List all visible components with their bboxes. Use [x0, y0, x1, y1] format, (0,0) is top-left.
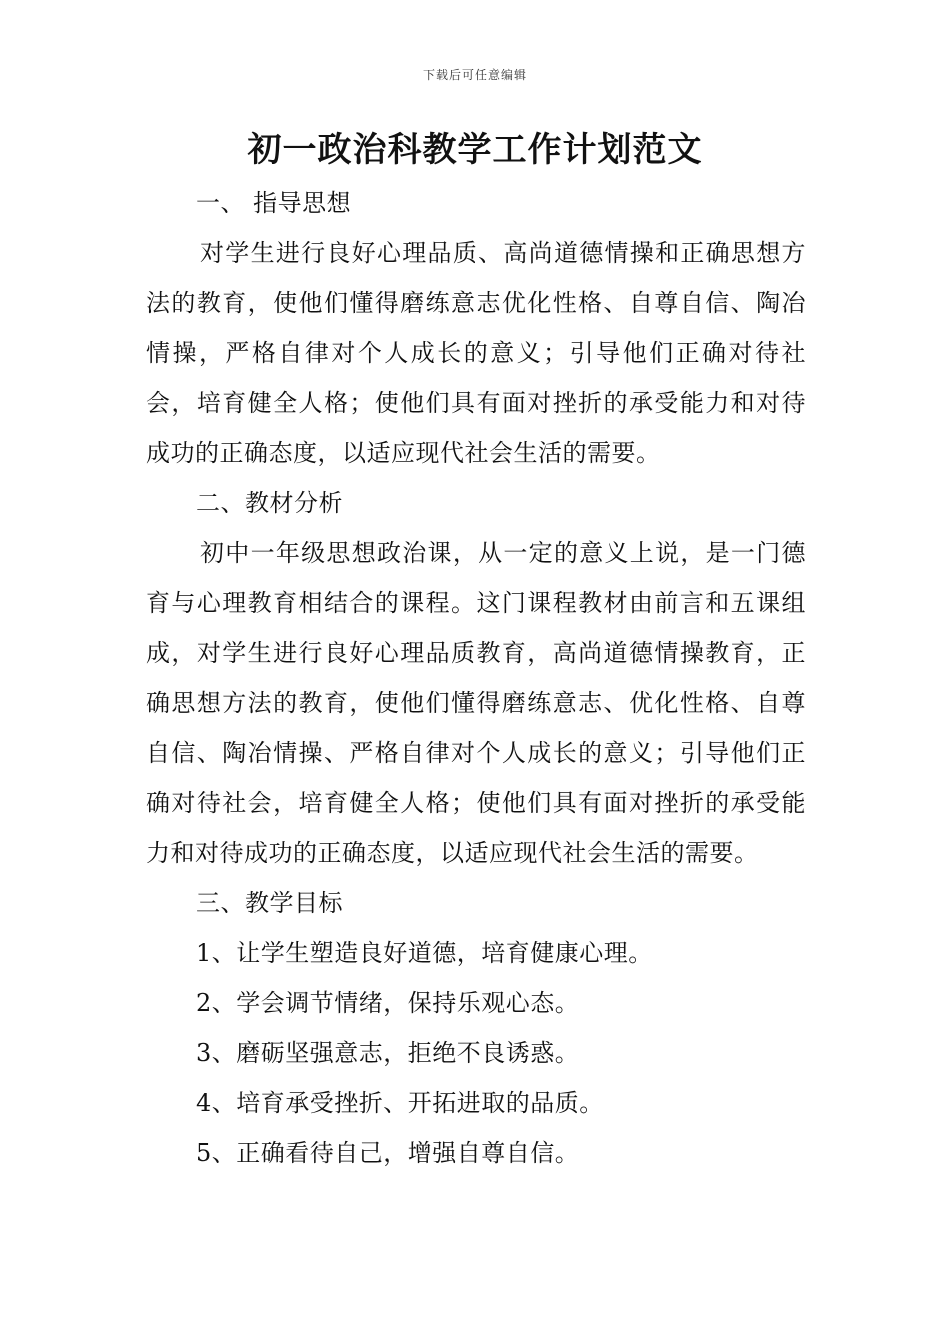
goal-item: 3、磨砺坚强意志，拒绝不良诱惑。 — [196, 1039, 580, 1067]
document-body — [146, 178, 806, 1178]
section-heading-guiding-thought: 一、 指导思想 — [196, 189, 352, 217]
goal-item: 5、正确看待自己，增强自尊自信。 — [196, 1139, 580, 1167]
goal-item: 1、让学生塑造良好道德，培育健康心理。 — [196, 939, 653, 967]
document-title: 初一政治科教学工作计划范文 — [247, 130, 703, 170]
section-heading-textbook-analysis: 二、教材分析 — [196, 489, 343, 517]
section-heading-teaching-goals: 三、教学目标 — [196, 889, 343, 917]
section-paragraph-textbook-analysis: 初中一年级思想政治课，从一定的意义上说，是一门德育与心理教育相结合的课程。这门课程教材由前言和五课组成，对学生进行良好心理品质教育，高尚道德情操教育，正确思想方法的教育，使他们懂得磨练意志、优化性格、自尊自信、陶冶情操、严格自律对个人成长的意义；引导他们正确对待社会，培育健全人格；使他们具有面对挫折的承受能力和对待成功的正确态度，以适应现代社会生活的需要。 — [146, 539, 806, 867]
goal-item: 4、培育承受挫折、开拓进取的品质。 — [196, 1089, 604, 1117]
goal-item: 2、学会调节情绪，保持乐观心态。 — [196, 989, 580, 1017]
header-note: 下载后可任意编辑 — [422, 68, 527, 82]
section-paragraph-guiding-thought: 对学生进行良好心理品质、高尚道德情操和正确思想方法的教育，使他们懂得磨练意志优化性格、自尊自信、陶冶情操，严格自律对个人成长的意义；引导他们正确对待社会，培育健全人格；使他们具有面对挫折的承受能力和对待成功的正确态度，以适应现代社会生活的需要。 — [146, 239, 806, 467]
